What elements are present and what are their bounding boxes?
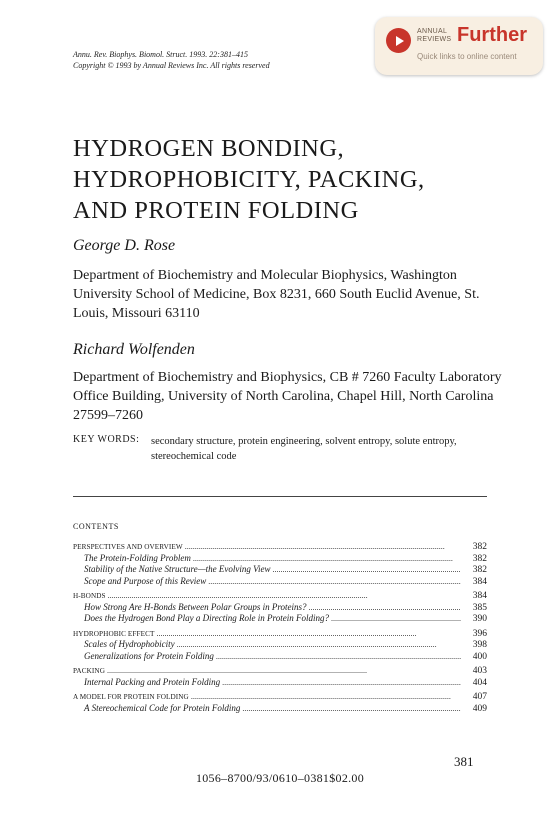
page-number: 381 [454,754,474,769]
toc-entry[interactable]: How Strong Are H-Bonds Between Polar Groups in Proteins? . . . 385 [73,602,487,614]
divider-rule [73,496,487,497]
keywords-text: secondary structure, protein engineering, solvent entropy, solute entropy, stereochemical code [151,436,457,462]
toc-entry[interactable]: Generalizations for Protein Folding . . . 400 [73,651,487,663]
author-name-2: Richard Wolfenden [73,341,195,358]
author-affiliation-2: Department of Biochemistry and Biophysics, CB # 7260 Faculty Laboratory Office Building, University of North Carolina, Chapel Hill, North Carolina 27599–7260 [73,370,502,423]
footer-code: 1056–8700/93/0610–0381$02.00 [195,771,365,785]
toc-entry[interactable]: A Stereochemical Code for Protein Folding . . . 409 [73,703,487,715]
toc-entry[interactable]: H-BONDS . . . 384 [73,590,487,602]
title-line-2: HYDROPHOBICITY, PACKING, [73,166,425,193]
citation-header [73,50,270,71]
author-name-1: George D. Rose [73,237,176,254]
toc-entry[interactable]: Stability of the Native Structure—the Evolving View . . . 382 [73,564,487,576]
citation-line-2: Copyright © 1993 by Annual Reviews Inc. All rights reserved [73,60,270,70]
title-line-3: AND PROTEIN FOLDING [73,197,359,224]
table-of-contents [73,541,487,714]
toc-entry[interactable]: The Protein-Folding Problem . . . 382 [73,553,487,565]
toc-entry[interactable]: Scales of Hydrophobicity . . . 398 [73,639,487,651]
play-arrow-icon [386,28,411,53]
toc-entry[interactable]: PERSPECTIVES AND OVERVIEW . . . 382 [73,541,487,553]
badge-subtitle: Quick links to online content [417,52,517,61]
toc-entry[interactable]: A MODEL FOR PROTEIN FOLDING . . . 407 [73,691,487,703]
author-affiliation-1: Department of Biochemistry and Molecular Biophysics, Washington University School of Medicine, Box 8231, 660 South Euclid Avenue, St. Louis, Missouri 63110 [73,268,480,321]
citation-line-1: Annu. Rev. Biophys. Biomol. Struct. 1993. 22:381–415 [73,50,248,59]
further-label: Further [457,24,527,46]
annual-reviews-further-badge[interactable] [375,17,543,75]
keywords-label: KEY WORDS: [73,434,140,445]
toc-entry[interactable]: Scope and Purpose of this Review . . . 384 [73,576,487,588]
contents-heading: CONTENTS [73,522,119,531]
toc-entry[interactable]: PACKING . . . 403 [73,665,487,677]
toc-entry[interactable]: HYDROPHOBIC EFFECT . . . 396 [73,628,487,640]
article-title [73,133,425,226]
toc-entry[interactable]: Does the Hydrogen Bond Play a Directing Role in Protein Folding? . . . 390 [73,613,487,625]
title-line-1: HYDROGEN BONDING, [73,135,345,162]
toc-entry[interactable]: Internal Packing and Protein Folding . . . 404 [73,677,487,689]
annual-reviews-wordmark: ANNUAL REVIEWS [417,28,452,43]
